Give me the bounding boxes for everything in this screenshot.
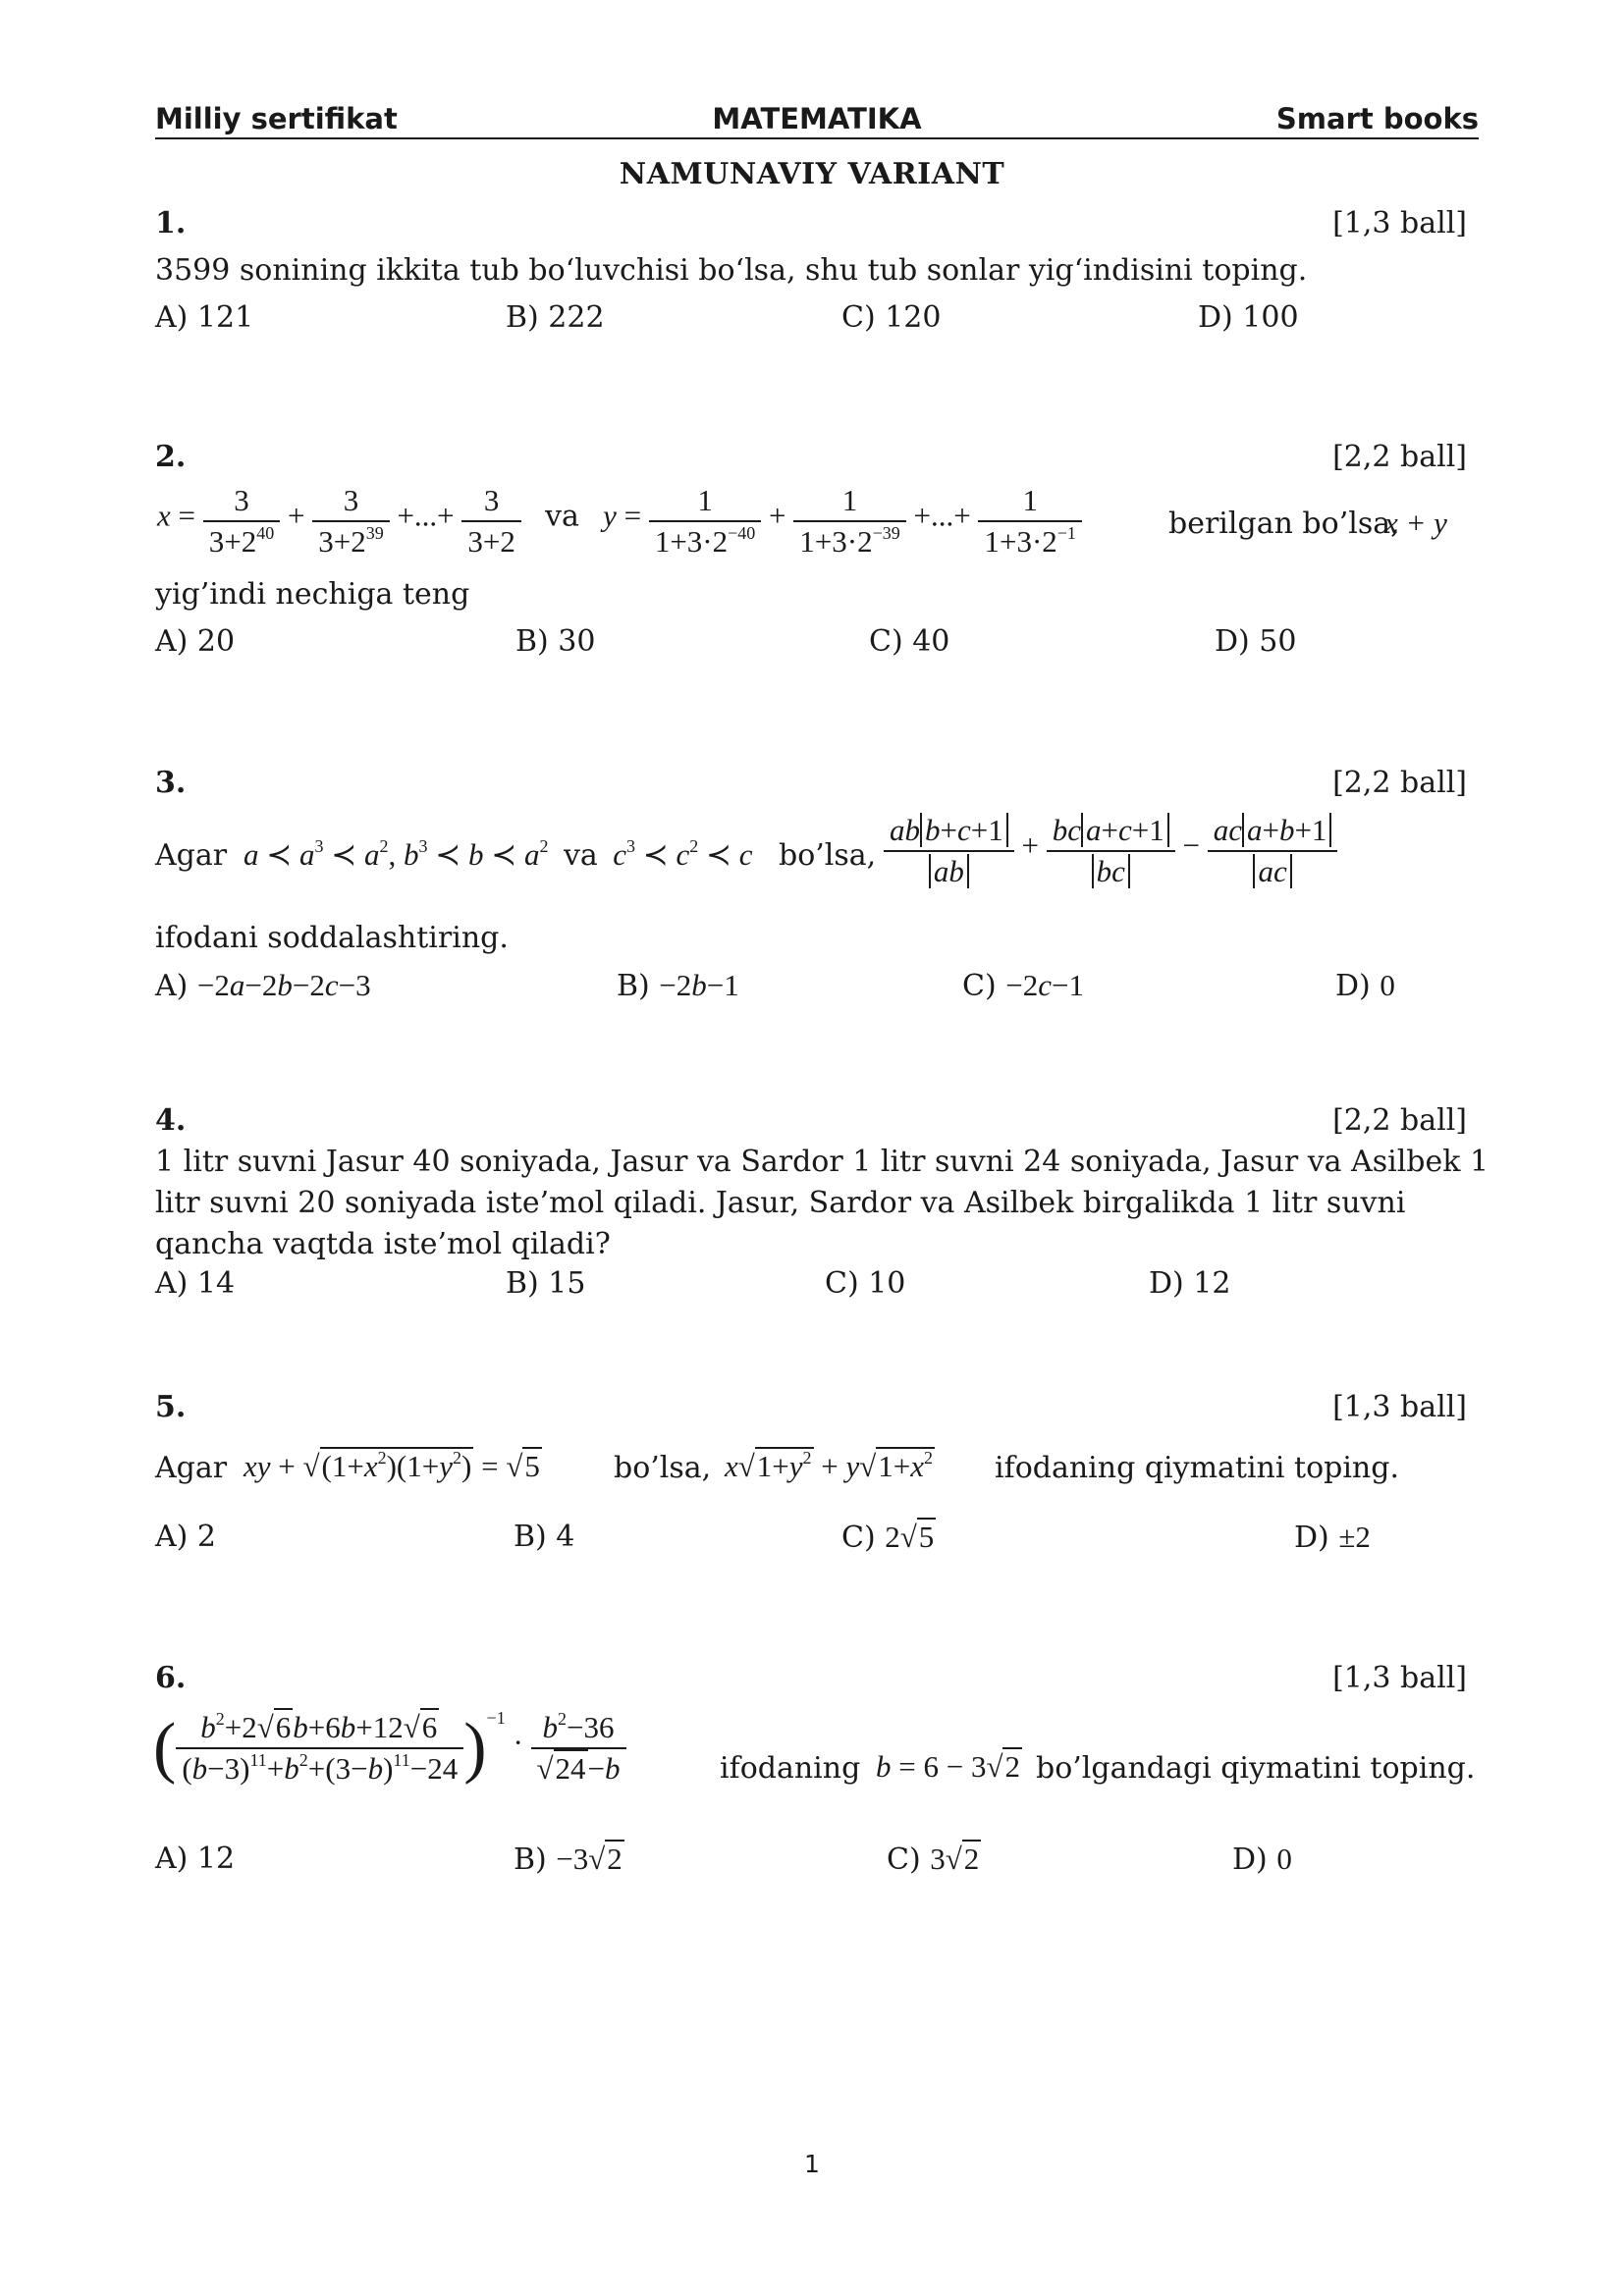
question-text: berilgan bo’lsa, (1168, 507, 1400, 541)
question-text: 3599 sonining ikkita tub bo‘luvchisi bo‘lsa, shu tub sonlar yig‘indisini toping. (155, 253, 1308, 288)
question-number: 6. (155, 1661, 187, 1695)
question-text-3: ifodani soddalashtiring. (155, 921, 509, 955)
page-number: 1 (804, 2150, 820, 2178)
option-c: C) 2√5 (841, 1520, 935, 1555)
question-text-line: litr suvni 20 soniyada iste’mol qiladi. Jasur, Sardor va Asilbek birgalikda 1 litr suvni (155, 1186, 1406, 1220)
question-text: Agar (155, 1451, 228, 1485)
question-ball: [2,2 ball] (1332, 766, 1467, 800)
question-text: ifodaning (720, 1751, 861, 1786)
option-b: B) 222 (506, 300, 605, 335)
question-number: 1. (155, 206, 187, 240)
option-d: D) ±2 (1294, 1520, 1371, 1555)
expression-formula: $x√1+y^2 + y√1+x^2$ (725, 1447, 934, 1483)
condition-formula: xy + $√(1+x^2)(1+y^2) = √5$ (244, 1447, 540, 1483)
question-ball: [1,3 ball] (1332, 1661, 1467, 1695)
header-center: MATEMATIKA (712, 102, 922, 135)
condition-formula: a ≺ $a^3$ ≺ $a^2$, $b^3$ ≺ b ≺ $a^2$ va $c^3$ ≺ $c^2$ ≺ c (244, 835, 753, 873)
question-number: 5. (155, 1390, 187, 1424)
option-a: A) 12 (155, 1842, 236, 1876)
question-number: 3. (155, 766, 187, 800)
question-text-2: bo’lsa, (614, 1451, 712, 1485)
option-d: D) 0 (1335, 968, 1395, 1003)
formula: x = $\frac{3}{3+2^{40}}$ + $\frac{3}{3+2^{39}}$ +...+ $\frac{3}{3+2}$ va y = $\frac{1}{1+3\cdot 2^{-40}}$ + $\frac{1}{1+3\cdot 2^{-39}}$ +...+ $\frac{1}{1+3\cdot 2^{-1}}$ (157, 481, 1082, 561)
option-d: D) 100 (1198, 300, 1299, 335)
option-a: A) 20 (155, 624, 236, 659)
option-c: C) 3√2 (887, 1842, 980, 1877)
question-number: 4. (155, 1103, 187, 1138)
option-d: D) 50 (1215, 624, 1297, 659)
option-d: D) 12 (1149, 1266, 1231, 1301)
expression-formula: ( $\frac{b^2+2√6b+6b+12√6}{(b-3)^{11}+b^2+(3-b)^{11}-24}$ )−1 · $\frac{b^2-36}{√24-b}$ (153, 1708, 626, 1789)
option-b: B) 15 (506, 1266, 586, 1301)
question-ball: [2,2 ball] (1332, 1103, 1467, 1138)
question-ball: [2,2 ball] (1332, 440, 1467, 474)
page-header (155, 98, 1479, 139)
option-b: B) 30 (515, 624, 596, 659)
expression-formula: $\frac{\text{ab b+c+1}}{ab}$ + $\frac{\text{bc a+c+1}}{bc}$ − $\frac{\text{ac a+b+1}}{ac}$ (884, 811, 1337, 891)
option-c: C) 40 (869, 624, 950, 659)
condition-formula: b = 6 − 3√2 (876, 1749, 1020, 1784)
option-a: A) −2a−2b−2c−3 (155, 968, 371, 1003)
document-title: NAMUNAVIY VARIANT (619, 157, 1005, 191)
option-d: D) 0 (1232, 1842, 1292, 1877)
option-c: C) 120 (841, 300, 942, 335)
option-b: B) 4 (514, 1520, 575, 1554)
question-ball: [1,3 ball] (1332, 206, 1467, 240)
header-left: Milliy sertifikat (155, 102, 398, 135)
question-text-2: yig’indi nechiga teng (155, 577, 470, 612)
question-text: Agar (155, 838, 228, 873)
question-text-line: 1 litr suvni Jasur 40 soniyada, Jasur va Sardor 1 litr suvni 24 soniyada, Jasur va Asilbek 1 (155, 1145, 1489, 1179)
option-c: C) −2c−1 (962, 968, 1084, 1003)
option-a: A) 2 (155, 1520, 216, 1554)
header-right: Smart books (1275, 102, 1479, 135)
question-number: 2. (155, 440, 187, 474)
option-c: C) 10 (825, 1266, 906, 1301)
question-text-2: bo’lgandagi qiymatini toping. (1036, 1751, 1476, 1786)
question-text-3: ifodaning qiymatini toping. (995, 1451, 1399, 1485)
formula-sum: x + y (1384, 506, 1447, 540)
question-ball: [1,3 ball] (1332, 1390, 1467, 1424)
option-a: A) 121 (155, 300, 254, 335)
option-a: A) 14 (155, 1266, 236, 1301)
question-text-2: bo’lsa, (779, 838, 877, 873)
question-text-line: qancha vaqtda iste’mol qiladi? (155, 1227, 611, 1261)
option-b: B) −3√2 (514, 1842, 623, 1877)
option-b: B) −2b−1 (617, 968, 739, 1003)
